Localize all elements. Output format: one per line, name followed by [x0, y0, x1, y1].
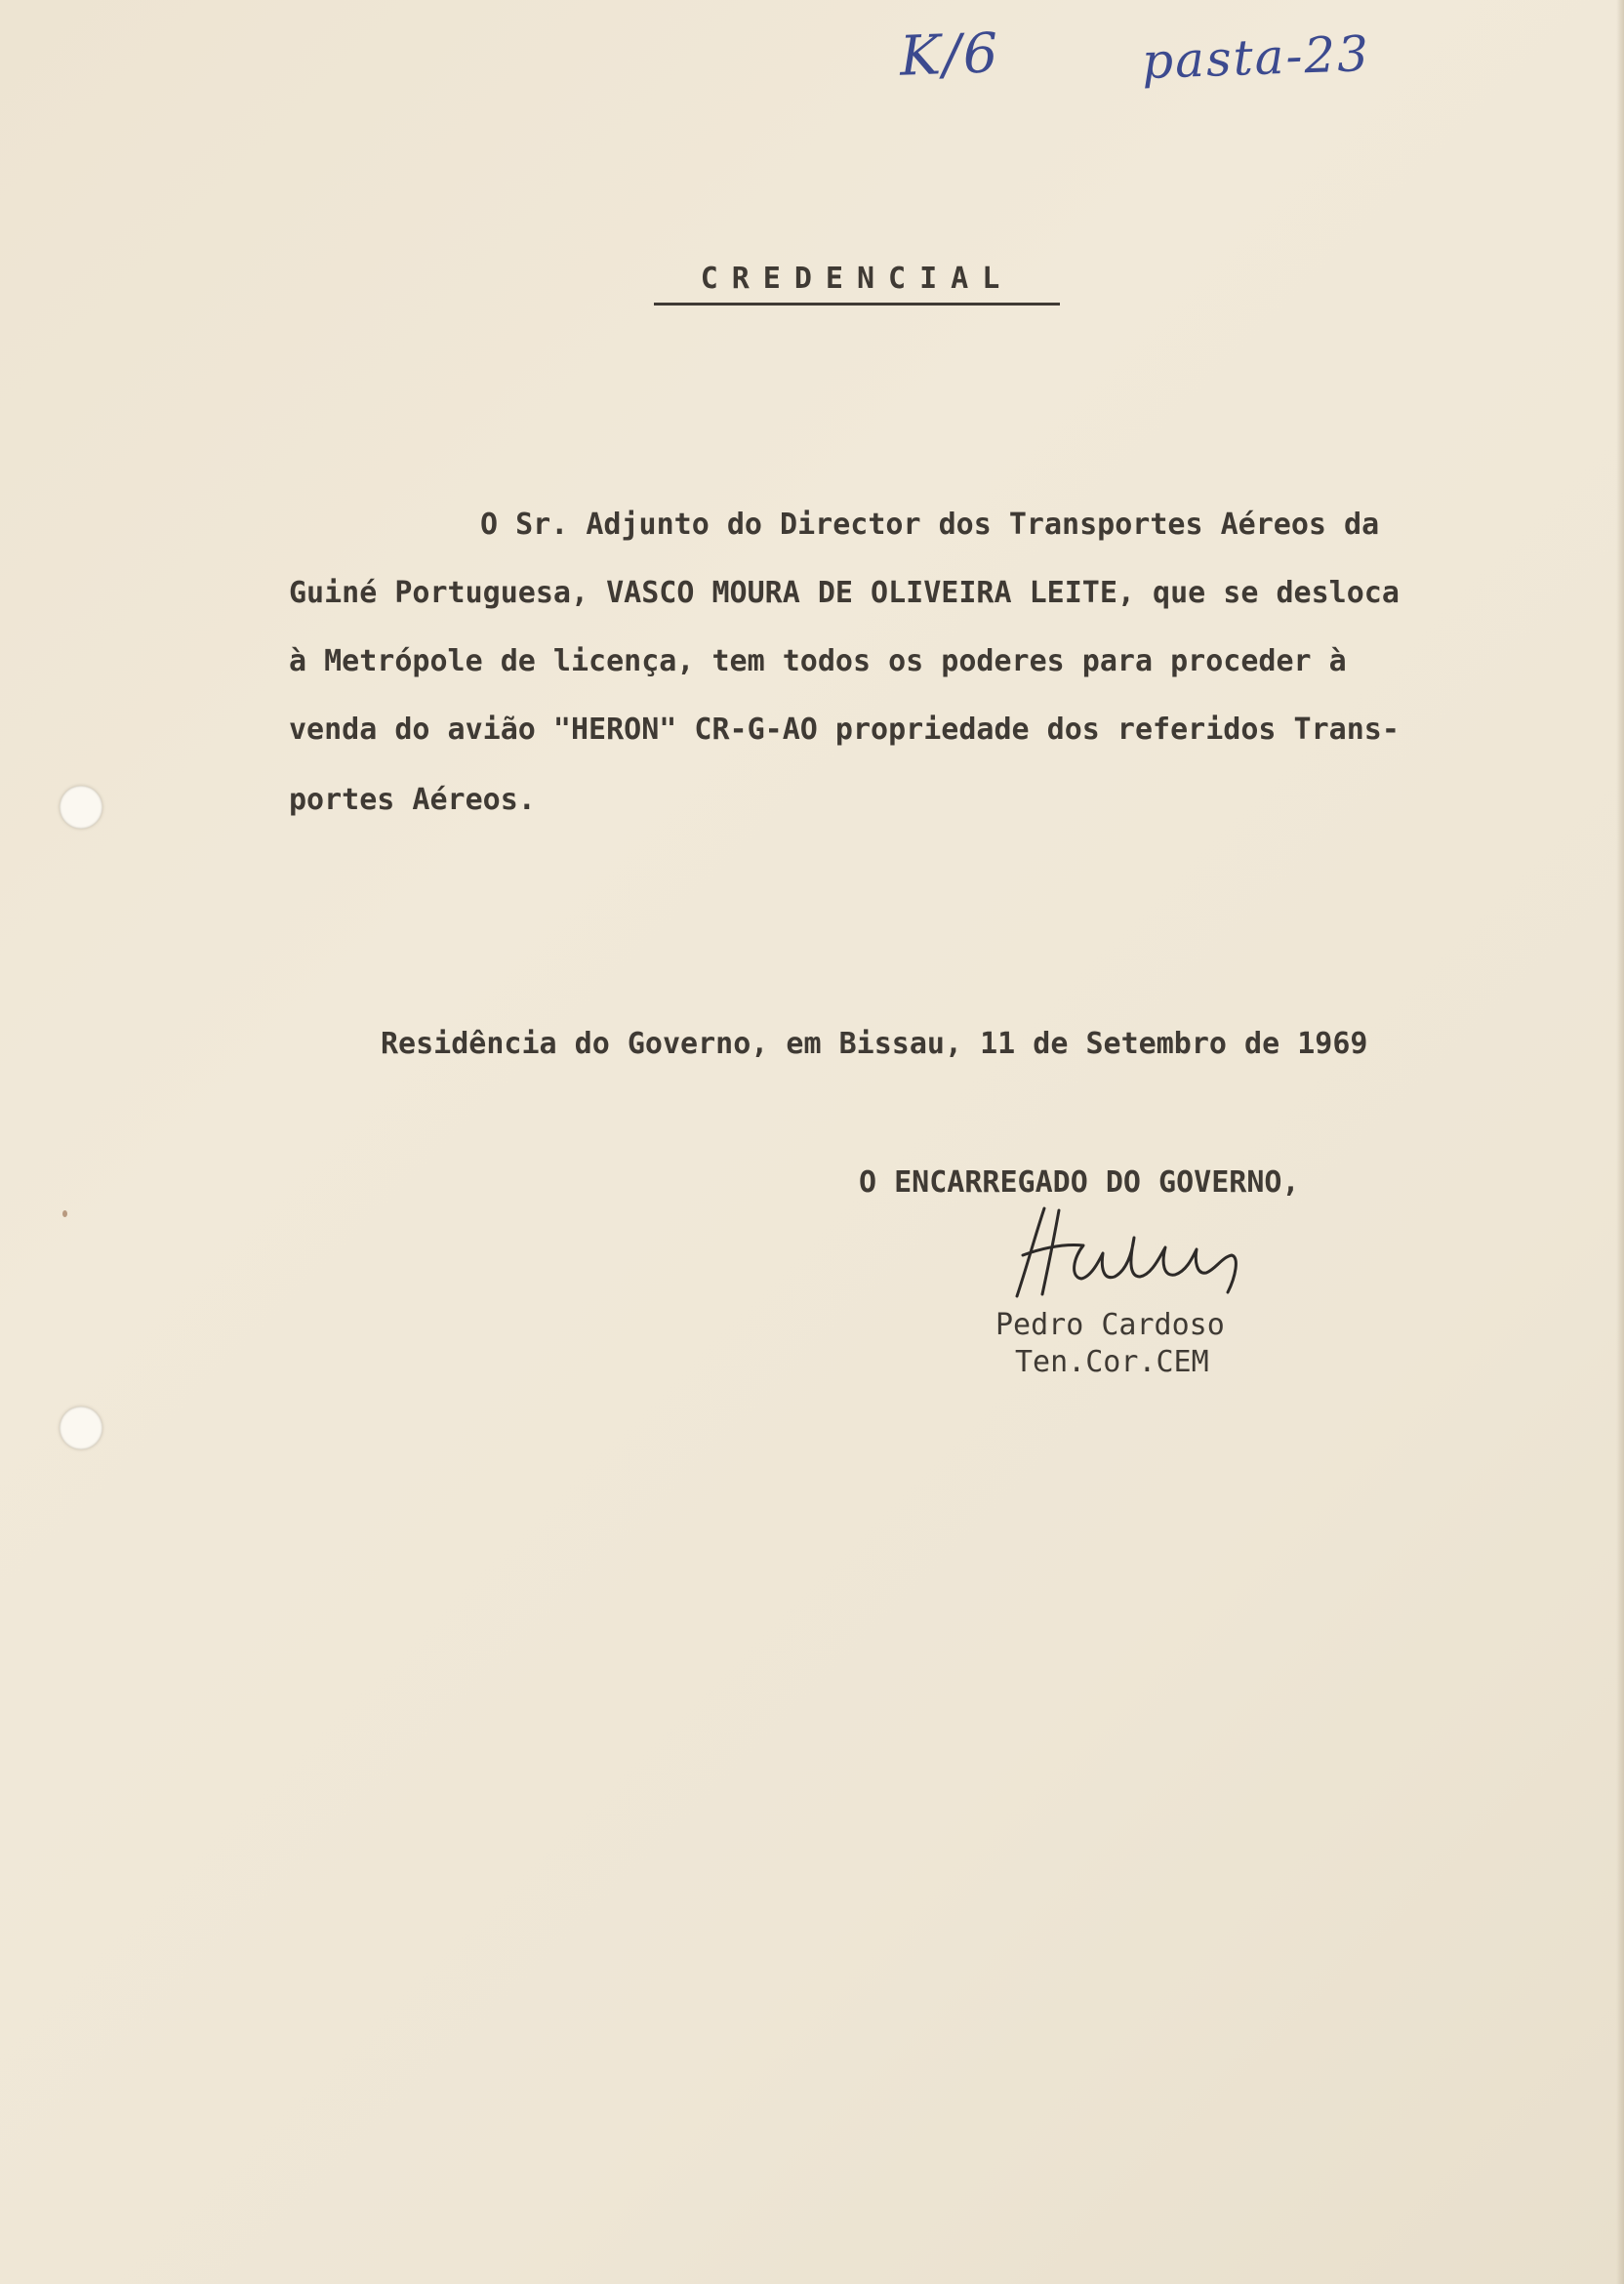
page-edge-shadow: [1616, 0, 1624, 2284]
paper-speck: [62, 1210, 67, 1217]
body-line-2: Guiné Portuguesa, VASCO MOURA DE OLIVEIRA LEITE, que se desloca: [289, 576, 1400, 610]
signer-rank: Ten.Cor.CEM: [1015, 1345, 1209, 1379]
dateline: Residência do Governo, em Bissau, 11 de Setembro de 1969: [381, 1027, 1368, 1061]
body-line-4: venda do avião "HERON" CR-G-AO propriedade dos referidos Trans-: [289, 713, 1400, 747]
document-title: CREDENCIAL: [654, 256, 1060, 306]
punch-hole-bottom: [60, 1407, 102, 1449]
punch-hole-top: [60, 786, 102, 829]
handwritten-folder-number: pasta-23: [1141, 24, 1371, 91]
body-line-3: à Metrópole de licença, tem todos os poderes para proceder à: [289, 644, 1347, 678]
handwritten-signature: [1005, 1199, 1269, 1306]
body-line-1: O Sr. Adjunto do Director dos Transportes Aéreos da: [480, 508, 1380, 542]
office-title: O ENCARREGADO DO GOVERNO,: [859, 1165, 1300, 1200]
signer-name: Pedro Cardoso: [995, 1308, 1225, 1342]
body-line-5: portes Aéreos.: [289, 783, 536, 817]
handwritten-reference: K/6: [898, 21, 1001, 89]
